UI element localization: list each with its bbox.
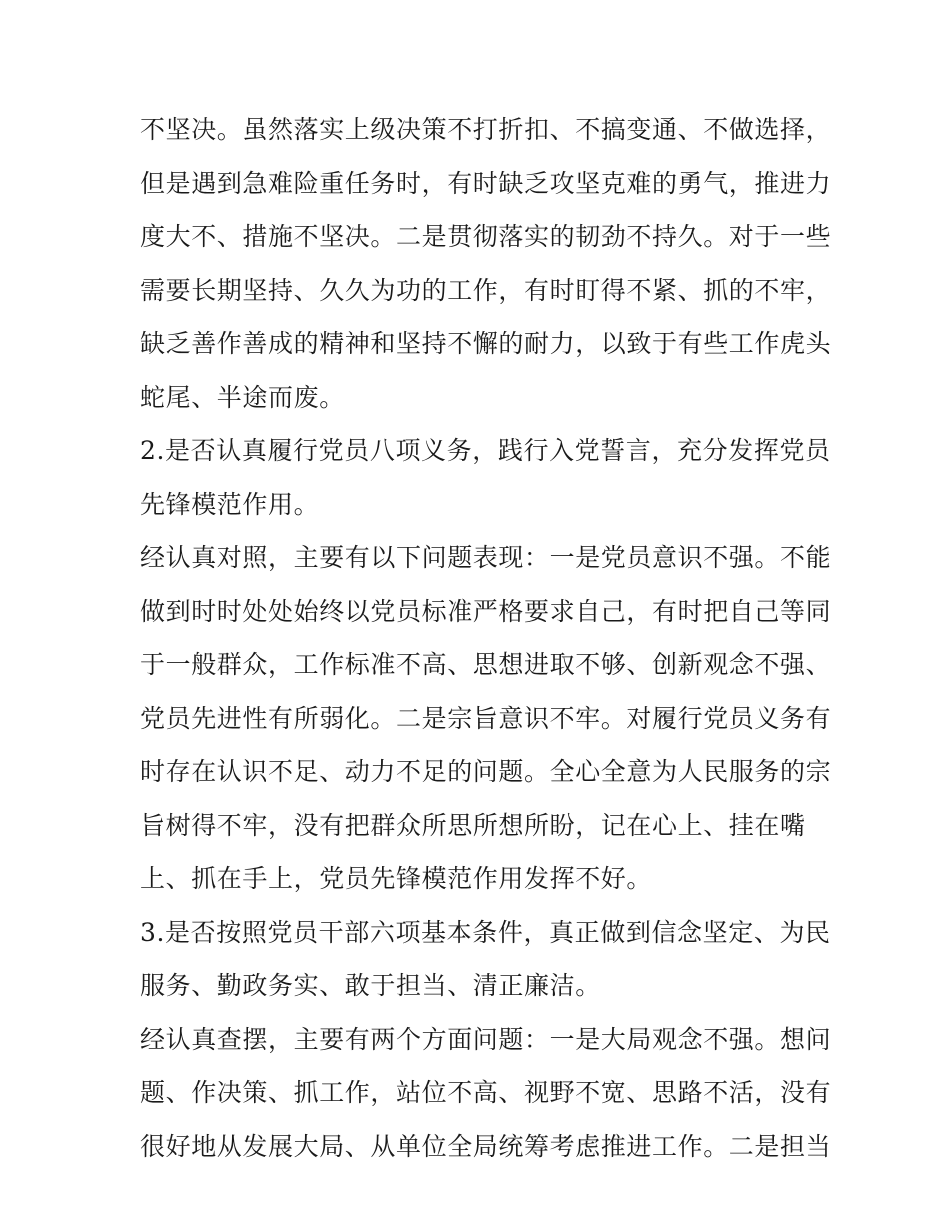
text-line: 时存在认识不足、动力不足的问题。全心全意为人民服务的宗 bbox=[140, 757, 832, 786]
text-line: 需要长期坚持、久久为功的工作，有时盯得不紧、抓的不牢， bbox=[140, 276, 832, 305]
text-line: 党员先进性有所弱化。二是宗旨意识不牢。对履行党员义务有 bbox=[140, 704, 832, 733]
text-line: 做到时时处处始终以党员标准严格要求自己，有时把自己等同 bbox=[140, 597, 832, 626]
text-line: 经认真对照，主要有以下问题表现：一是党员意识不强。不能 bbox=[140, 543, 832, 572]
text-line: 度大不、措施不坚决。二是贯彻落实的韧劲不持久。对于一些 bbox=[140, 222, 832, 251]
text-line: 上、抓在手上，党员先锋模范作用发挥不好。 bbox=[140, 864, 653, 893]
text-line: 蛇尾、半途而废。 bbox=[140, 383, 345, 412]
section-heading: 3.是否按照党员干部六项基本条件，真正做到信念坚定、为民 bbox=[140, 918, 831, 947]
text-line: 很好地从发展大局、从单位全局统筹考虑推进工作。二是担当 bbox=[140, 1132, 832, 1161]
text-line: 题、作决策、抓工作，站位不高、视野不宽、思路不活，没有 bbox=[140, 1078, 832, 1107]
text-line: 于一般群众，工作标准不高、思想进取不够、创新观念不强、 bbox=[140, 650, 832, 679]
text-line: 旨树得不牢，没有把群众所思所想所盼，记在心上、挂在嘴 bbox=[140, 811, 806, 840]
text-line: 但是遇到急难险重任务时，有时缺乏攻坚克难的勇气，推进力 bbox=[140, 169, 832, 198]
section-heading: 2.是否认真履行党员八项义务，践行入党誓言，充分发挥党员 bbox=[140, 436, 831, 465]
text-line: 不坚决。虽然落实上级决策不打折扣、不搞变通、不做选择， bbox=[140, 115, 832, 144]
section-heading: 服务、勤政务实、敢于担当、清正廉洁。 bbox=[140, 971, 601, 1000]
section-heading: 先锋模范作用。 bbox=[140, 490, 320, 519]
text-line: 缺乏善作善成的精神和坚持不懈的耐力，以致于有些工作虎头 bbox=[140, 329, 832, 358]
text-line: 经认真查摆，主要有两个方面问题：一是大局观念不强。想问 bbox=[140, 1025, 832, 1054]
